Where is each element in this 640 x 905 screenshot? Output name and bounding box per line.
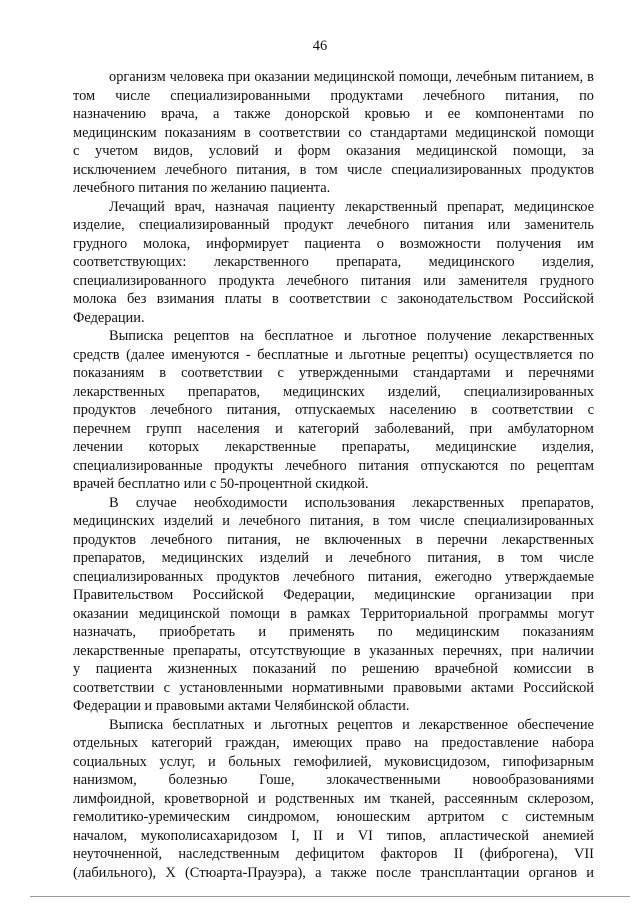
text-line: медицинским показаниям в соответствии со стандартами медицинской помощи: [73, 124, 594, 141]
text-line: лечении которых лекарственные препараты, медицинские изделия,: [73, 439, 594, 455]
text-line: неуточненной, наследственным дефицитом факторов II (фиброгена), VII: [73, 846, 594, 862]
text-line: Лечащий врач, назначая пациенту лекарственный препарат, медицинское: [109, 198, 594, 215]
text-line: том числе специализированными продуктами лечебного питания, по: [73, 87, 594, 104]
text-line: гемолитико-уремическим синдромом, юношеским артритом с системным: [73, 809, 594, 825]
text-line: у пациента жизненных показаний по решению врачебной комиссии в: [73, 661, 594, 677]
paragraph: [73, 327, 594, 494]
text-line: нанизмом, болезнью Гоше, злокачественными новообразованиями: [73, 772, 594, 788]
text-line: Федерации и правовыми актами Челябинской области.: [73, 698, 410, 714]
text-line: социальных услуг, и больных гемофилией, муковисцидозом, гипофизарным: [73, 753, 594, 770]
text-line: средств (далее именуются - бесплатные и льготные рецепты) осуществляется по: [73, 346, 594, 363]
text-line: (лабильного), X (Стюарта-Прауэра), а также после трансплантации органов и: [73, 864, 594, 881]
text-line: Выписка бесплатных и льготных рецептов и лекарственное обеспечение: [109, 716, 594, 733]
text-line: Правительством Российской Федерации, медицинские организации при: [73, 587, 594, 603]
text-line: соответствии с установленными нормативными правовыми актами Российской: [73, 679, 594, 696]
text-line: специализированные продукты лечебного питания отпускаются по рецептам: [73, 457, 594, 474]
text-line: лекарственных препаратов, медицинских изделий, специализированных: [73, 383, 594, 400]
text-line: организм человека при оказании медицинской помощи, лечебным питанием, в: [109, 69, 594, 85]
paragraph: [73, 494, 594, 716]
paragraph: [73, 198, 594, 328]
text-line: показаниям в соответствии с утвержденными стандартами и перечнями: [73, 365, 594, 381]
text-line: назначать, приобретать и применять по медицинским показаниям: [73, 624, 594, 640]
text-line: грудного молока, информирует пациента о возможности получения им: [73, 235, 594, 252]
text-line: оказании медицинской помощи в рамках Территориальной программы могут: [73, 605, 594, 622]
paragraph: [73, 68, 594, 198]
text-line: лечебного питания по желанию пациента.: [73, 180, 331, 196]
text-line: препаратов, медицинских изделий и лечебного питания, в том числе: [73, 550, 594, 566]
scan-edge-line: [30, 896, 630, 897]
text-line: лекарственные препараты, отсутствующие в указанных перечнях, при наличии: [73, 642, 594, 659]
text-line: В случае необходимости использования лекарственных препаратов,: [109, 494, 594, 511]
text-line: врачей бесплатно или с 50-процентной скидкой.: [73, 476, 369, 492]
text-line: перечнем групп населения и категорий заболеваний, при амбулаторном: [73, 420, 594, 437]
text-line: изделие, специализированный продукт лечебного питания или заменитель: [73, 217, 594, 233]
text-line: специализированных продуктов лечебного питания, ежегодно утверждаемые: [73, 568, 594, 585]
text-line: продуктов лечебного питания, отпускаемых населению в соответствии с: [73, 402, 594, 418]
text-line: лимфоидной, кроветворной и родственных им тканей, рассеянным склерозом,: [73, 790, 594, 807]
text-line: отдельных категорий граждан, имеющих право на предоставление набора: [73, 735, 594, 751]
document-body: [73, 68, 594, 882]
text-line: молока без взимания платы в соответствии с законодательством Российской: [73, 291, 594, 307]
text-line: исключением лечебного питания, в том числе специализированных продуктов: [73, 161, 594, 178]
text-line: Выписка рецептов на бесплатное и льготное получение лекарственных: [109, 328, 594, 344]
text-line: соответствующих: лекарственного препарата, медицинского изделия,: [73, 254, 594, 270]
text-line: медицинских изделий и лечебного питания, в том числе специализированных: [73, 513, 594, 529]
text-line: назначению врача, а также донорской кровью и ее компонентами по: [73, 106, 594, 122]
page-number: 46: [312, 38, 328, 54]
paragraph: [73, 716, 594, 883]
text-line: началом, мукополисахаридозом I, II и VI типов, апластической анемией: [73, 827, 594, 844]
text-line: специализированного продукта лечебного питания или заменителя грудного: [73, 272, 594, 289]
text-line: продуктов лечебного питания, не включенных в перечни лекарственных: [73, 531, 594, 548]
text-line: с учетом видов, условий и форм оказания медицинской помощи, за: [73, 143, 594, 159]
text-line: Федерации.: [73, 309, 145, 326]
